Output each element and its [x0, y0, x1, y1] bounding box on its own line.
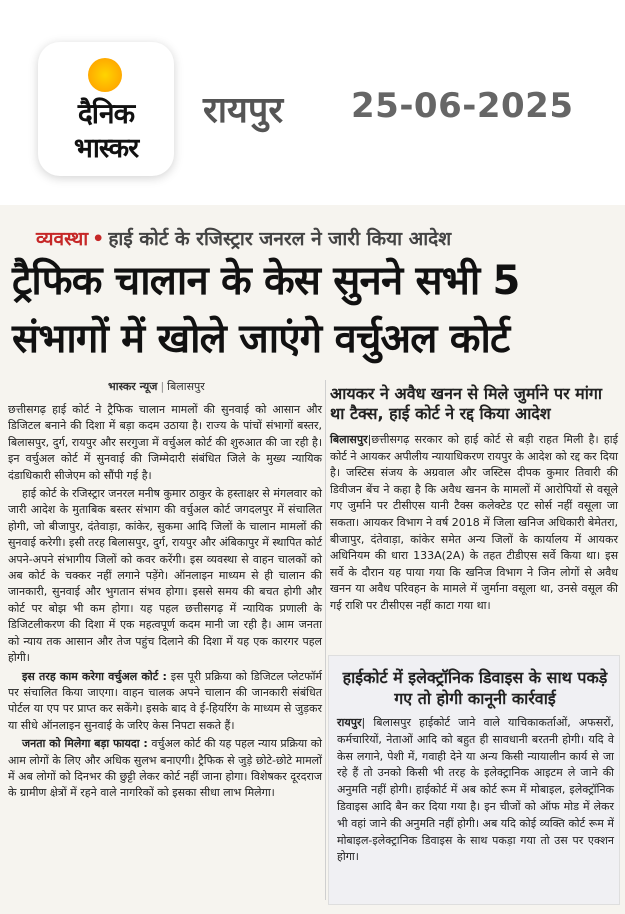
byline-agency: भास्कर न्यूज — [108, 380, 158, 393]
side-story-text: छत्तीसगढ़ सरकार को हाई कोर्ट से बड़ी राहत मिली है। हाई कोर्ट ने आयकर अपीलीय न्यायाधिकरण रायपुर के आदेश को रद्द कर दिया है। जस्टिस संजय के अग्रवाल और जस्टिस दीपक कुमार तिवारी की डिवीजन बेंच ने कहा है कि अवैध खनन के मामलों में आरोपियों से वसूले गए जुर्माने पर टीसीएस यानी टैक्स कलेक्टेड एट सोर्स नहीं वसूला जा सकता। आयकर विभाग ने वर्ष 2018 में जिला खनिज अधिकारी बेमेतरा, बीजापुर, दंतेवाड़ा, कांकेर समेत अन्य जिलों के कार्यालय में आयकर अधिनियम की धारा 133A(2A) के तहत टीडीएस सर्वे किया था। इस सर्वे के दौरान यह पाया गया कि खनिज विभाग ने जिन लोगों से अवैध खनन या अवैध परिवहन के मामले में जुर्माना वसूला था, उनसे वसूल की गई राशि पर टीसीएस नहीं काटा गया था। — [330, 433, 618, 612]
kicker-bullet: • — [92, 228, 105, 250]
article-subsection — [8, 736, 322, 802]
main-headline: ट्रैफिक चालान के केस सुनने सभी 5 संभागों में खोले जाएंगे वर्चुअल कोर्ट — [12, 258, 520, 362]
subsection-text: इस पूरी प्रक्रिया को डिजिटल प्लेटफॉर्म पर संचालित किया जाएगा। वाहन चालक अपने चालान की जानकारी संबंधित पोर्टल या एप पर प्राप्त कर सकेंगे। इसके बाद वे ई-हियरिंग के माध्यम से जुड़कर या सीधे ऑनलाइन सुनवाई के जरिए केस निपटा सकते हैं। — [8, 669, 323, 732]
side-story-separator: | — [367, 433, 372, 446]
side-story-place: बिलासपुर — [330, 433, 368, 446]
boxed-story-body — [337, 715, 614, 866]
sun-icon — [88, 58, 122, 92]
byline-place: बिलासपुर — [167, 380, 205, 393]
city-name: रायपुर — [203, 90, 284, 131]
subsection-text: वर्चुअल कोर्ट की यह पहल न्याय प्रक्रिया को आम लोगों के लिए और अधिक सुलभ बनाएगी। ट्रैफिक से जुड़े छोटे-छोटे मामलों में अब लोगों को दिनभर की छुट्टी लेकर कोर्ट नहीं जाना होगा। विशेषकर दूरदराज के ग्रामीण क्षेत्रों में रहने वाले नागरिकों को इसका सीधा लाभ मिलेगा। — [8, 737, 323, 800]
boxed-story-text: बिलासपुर हाईकोर्ट जाने वाले याचिकाकर्ताओं, अफसरों, कर्मचारियों, नेताओं आदि को बहुत ही सावधानी बरतनी होगी। यदि वे केस लगाने, पेशी में, गवाही देने या अन्य किसी न्यायालीन कार्य से जा रहे हैं तो उनको किसी भी तरह के इलेक्ट्रानिक आइटम ले जाने की अनुमति नहीं होगी। हाईकोर्ट में अब कोर्ट रूम में मोबाइल, इलेक्ट्रॉनिक डिवाइस आदि बैन कर दिया गया है। इन चीजों को ऑफ मोड में लेकर भी वहां जाने की अनुमति नहीं होगी। अब यदि कोई व्यक्ति कोर्ट रूम में मोबाइल-इलेक्ट्रानिक डिवाइस के साथ पकड़ा गया तो उस पर एक्शन होगा। — [337, 716, 615, 864]
article-subsection — [8, 669, 322, 735]
kicker-tag: व्यवस्था — [36, 228, 89, 250]
dainik-bhaskar-logo — [38, 42, 174, 176]
article-paragraph: छत्तीसगढ़ हाई कोर्ट ने ट्रैफिक चालान मामलों की सुनवाई को आसान और डिजिटल बनाने की दिशा में बड़ा कदम उठाया है। राज्य के पांचों संभागों बस्तर, बिलासपुर, दुर्ग, रायपुर और सरगुजा में वर्चुअल कोर्ट की शुरुआत की जा रही है। इन वर्चुअल कोर्ट में सुनवाई की जिम्मेदारी संबंधित जिले के मुख्य न्यायिक दंडाधिकारी सीजेएम को सौंपी गई है। — [8, 403, 322, 482]
byline-separator: | — [160, 380, 165, 393]
side-story-body — [330, 432, 618, 615]
column-divider — [325, 380, 326, 900]
logo-line-1: दैनिक — [77, 97, 135, 130]
edition-date: 25-06-2025 — [351, 86, 574, 126]
header — [0, 0, 625, 205]
subsection-title: इस तरह काम करेगा वर्चुअल कोर्ट : — [22, 669, 167, 683]
boxed-story-headline: हाईकोर्ट में इलेक्ट्रॉनिक डिवाइस के साथ पकड़े गए तो होगी कानूनी कार्रवाई — [342, 668, 608, 708]
kicker-text: हाई कोर्ट के रजिस्ट्रार जनरल ने जारी किया आदेश — [108, 228, 452, 250]
byline — [108, 379, 205, 394]
kicker — [36, 225, 451, 251]
logo-line-2: भास्कर — [73, 133, 139, 164]
side-story-headline: आयकर ने अवैध खनन से मिले जुर्माने पर मांगा था टैक्स, हाई कोर्ट ने रद्द किया आदेश — [330, 384, 603, 423]
boxed-story-separator: | — [361, 716, 366, 729]
boxed-story-place: रायपुर — [337, 716, 362, 729]
subsection-title: जनता को मिलेगा बड़ा फायदा : — [22, 737, 148, 751]
article-paragraph: हाई कोर्ट के रजिस्ट्रार जनरल मनीष कुमार ठाकुर के हस्ताक्षर से मंगलवार को जारी आदेश के मुताबिक बस्तर संभाग की वर्चुअल कोर्ट जगदलपुर में संचालित होगी, जो बीजापुर, दंतेवाड़ा, कांकेर, सुकमा आदि जिलों के चालान मामलों की सुनवाई करेगी। इसी तरह बिलासपुर, दुर्ग, रायपुर और अंबिकापुर में स्थापित कोर्ट अपने-अपने संभागीय जिलों को कवर करेंगी। इस व्यवस्था से वाहन चालकों को अब कोर्ट के चक्कर नहीं लगाने पड़ेंगे। ऑनलाइन माध्यम से ही चालान की जानकारी, सुनवाई और भुगतान संभव होगा। इससे समय की बचत होगी और कोर्ट पर बोझ भी कम होगा। यह पहल छत्तीसगढ़ में न्यायिक प्रणाली के डिजिटलीकरण की दिशा में एक महत्वपूर्ण कदम मानी जा रही है। आम जनता को न्याय तक आसान और तेज पहुंच दिलाने की दिशा में यह एक कारगर पहल होगी। — [8, 487, 322, 665]
main-article-body — [8, 402, 322, 804]
